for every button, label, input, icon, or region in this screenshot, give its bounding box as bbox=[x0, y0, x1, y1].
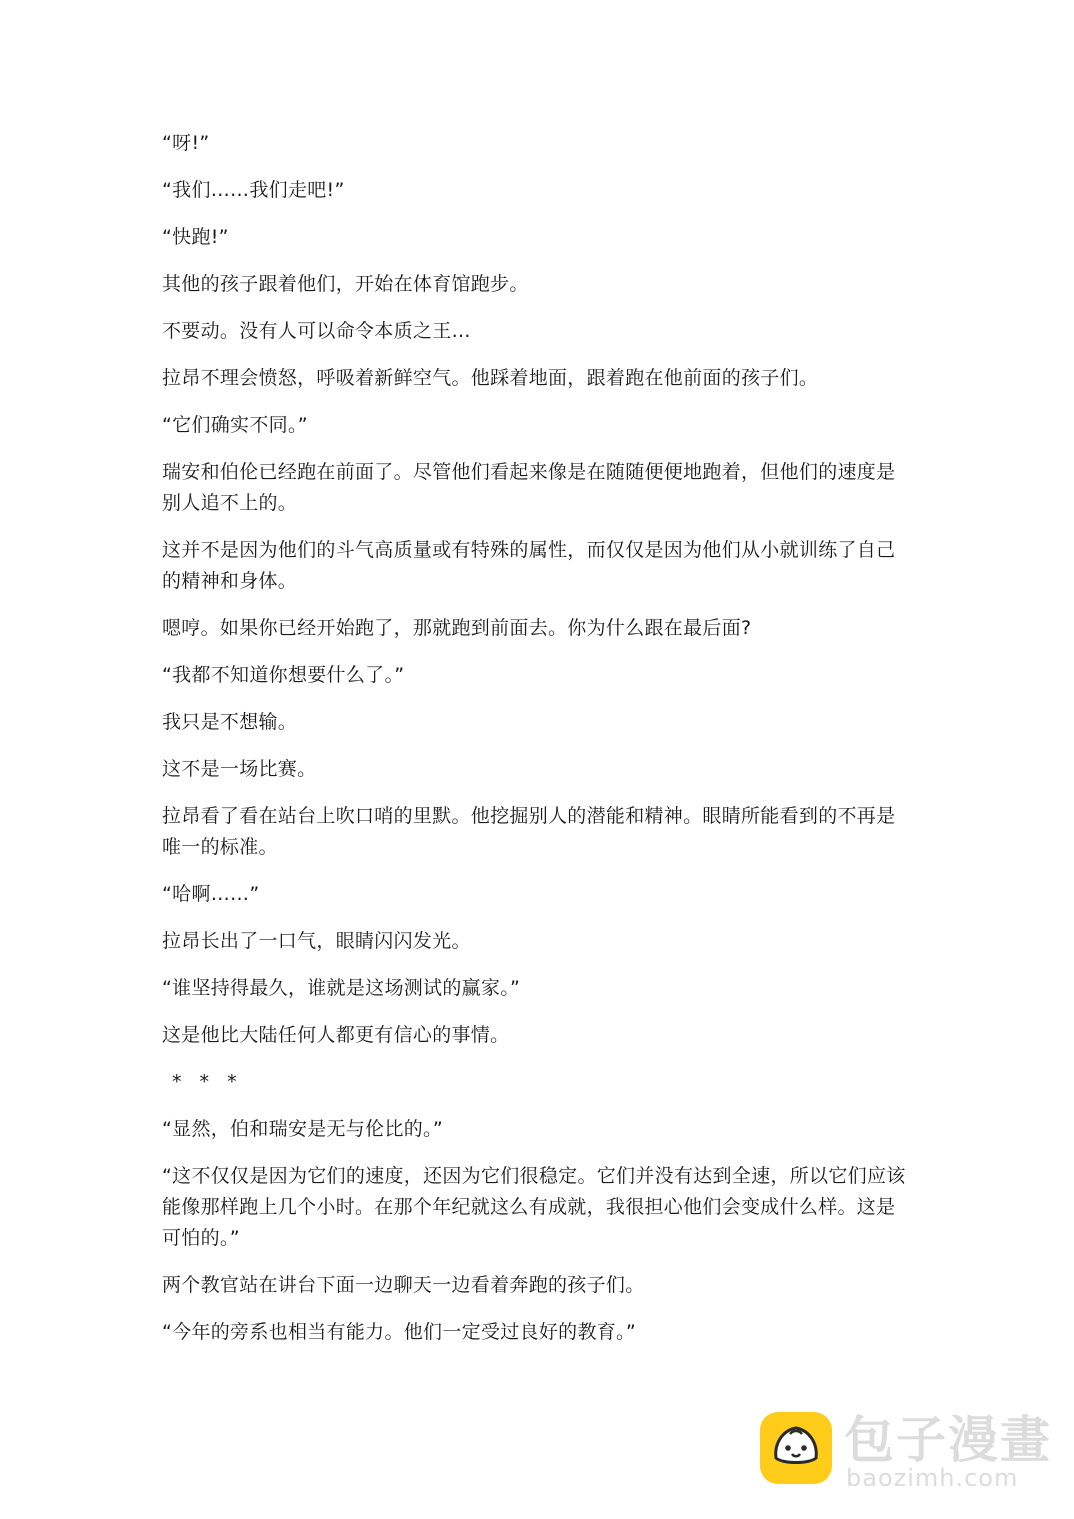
paragraph: “我都不知道你想要什么了。” bbox=[162, 664, 405, 686]
document-body bbox=[162, 128, 914, 1364]
paragraph: 我只是不想输。 bbox=[162, 711, 298, 733]
watermark-url: baozimh.com bbox=[846, 1464, 1019, 1492]
paragraph: “谁坚持得最久，谁就是这场测试的赢家。” bbox=[162, 977, 521, 999]
paragraph: 两个教官站在讲台下面一边聊天一边看着奔跑的孩子们。 bbox=[162, 1274, 645, 1296]
bun-logo-icon bbox=[760, 1412, 832, 1484]
paragraph: 拉昂看了看在站台上吹口哨的里默。他挖掘别人的潜能和精神。眼睛所能看到的不再是唯一的标准。 bbox=[162, 805, 896, 858]
paragraph: 不要动。没有人可以命令本质之王… bbox=[162, 320, 471, 342]
paragraph: 拉昂不理会愤怒，呼吸着新鲜空气。他踩着地面，跟着跑在他前面的孩子们。 bbox=[162, 367, 819, 389]
watermark-title: 包子漫畫 bbox=[844, 1411, 1052, 1469]
paragraph: “我们……我们走吧!” bbox=[162, 179, 345, 201]
paragraph: “今年的旁系也相当有能力。他们一定受过良好的教育。” bbox=[162, 1321, 636, 1343]
paragraph: “这不仅仅是因为它们的速度，还因为它们很稳定。它们并没有达到全速，所以它们应该能像那样跑上几个小时。在那个年纪就这么有成就，我很担心他们会变成什么样。这是可怕的。” bbox=[162, 1165, 906, 1249]
paragraph: “哈啊……” bbox=[162, 883, 260, 905]
paragraph: “快跑!” bbox=[162, 226, 229, 248]
paragraph: 这不是一场比赛。 bbox=[162, 758, 317, 780]
section-separator: * * * bbox=[172, 1071, 243, 1093]
paragraph: 瑞安和伯伦已经跑在前面了。尽管他们看起来像是在随随便便地跑着，但他们的速度是别人追不上的。 bbox=[162, 461, 896, 514]
paragraph: “显然，伯和瑞安是无与伦比的。” bbox=[162, 1118, 443, 1140]
watermark bbox=[760, 1412, 1060, 1492]
paragraph: “呀!” bbox=[162, 132, 210, 154]
paragraph: 拉昂长出了一口气，眼睛闪闪发光。 bbox=[162, 930, 471, 952]
paragraph: 其他的孩子跟着他们，开始在体育馆跑步。 bbox=[162, 273, 529, 295]
paragraph: 嗯哼。如果你已经开始跑了，那就跑到前面去。你为什么跟在最后面? bbox=[162, 617, 752, 639]
paragraph: 这并不是因为他们的斗气高质量或有特殊的属性，而仅仅是因为他们从小就训练了自己的精神和身体。 bbox=[162, 539, 896, 592]
paragraph: 这是他比大陆任何人都更有信心的事情。 bbox=[162, 1024, 510, 1046]
paragraph: “它们确实不同。” bbox=[162, 414, 308, 436]
